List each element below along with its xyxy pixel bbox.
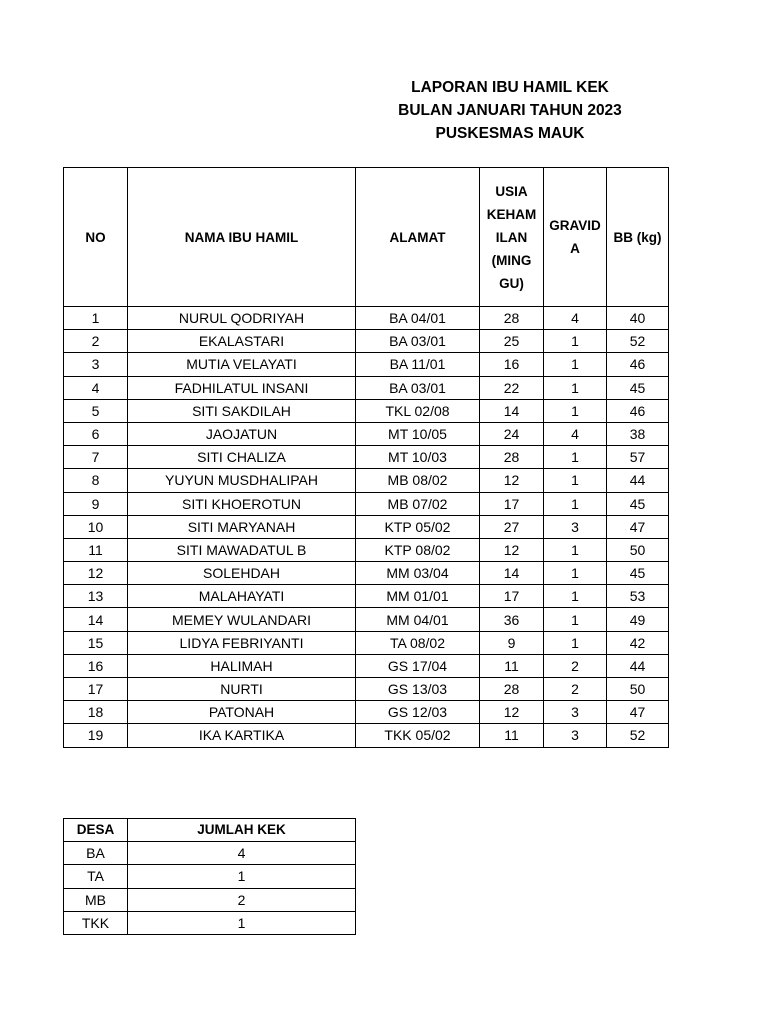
- cell-usia: 12: [480, 469, 544, 492]
- cell-bb: 44: [607, 469, 669, 492]
- cell-bb: 52: [607, 724, 669, 747]
- cell-bb: 47: [607, 515, 669, 538]
- cell-usia: 17: [480, 492, 544, 515]
- cell-no: 2: [64, 330, 128, 353]
- cell-alamat: MT 10/03: [356, 446, 480, 469]
- cell-gravida: 1: [544, 353, 607, 376]
- cell-nama: SITI MARYANAH: [128, 515, 356, 538]
- cell-nama: SITI CHALIZA: [128, 446, 356, 469]
- cell-jumlah-kek: 4: [128, 842, 356, 865]
- cell-bb: 40: [607, 307, 669, 330]
- cell-no: 17: [64, 678, 128, 701]
- cell-bb: 57: [607, 446, 669, 469]
- cell-desa: MB: [64, 888, 128, 911]
- cell-no: 16: [64, 654, 128, 677]
- cell-bb: 45: [607, 376, 669, 399]
- title-line-2: BULAN JANUARI TAHUN 2023: [398, 102, 622, 119]
- cell-jumlah-kek: 1: [128, 865, 356, 888]
- cell-no: 7: [64, 446, 128, 469]
- table-row: [64, 654, 669, 677]
- cell-alamat: GS 13/03: [356, 678, 480, 701]
- cell-no: 4: [64, 376, 128, 399]
- table-row: [64, 376, 669, 399]
- cell-alamat: KTP 05/02: [356, 515, 480, 538]
- cell-alamat: TKL 02/08: [356, 399, 480, 422]
- table-row: [64, 562, 669, 585]
- cell-gravida: 1: [544, 631, 607, 654]
- cell-alamat: MB 08/02: [356, 469, 480, 492]
- cell-no: 12: [64, 562, 128, 585]
- header-alamat: ALAMAT: [356, 168, 480, 307]
- header-nama: NAMA IBU HAMIL: [128, 168, 356, 307]
- cell-gravida: 4: [544, 307, 607, 330]
- summary-header-row: [64, 819, 356, 842]
- cell-usia: 28: [480, 678, 544, 701]
- cell-gravida: 1: [544, 399, 607, 422]
- cell-usia: 36: [480, 608, 544, 631]
- header-gravida: GRAVID A: [544, 168, 607, 307]
- cell-usia: 12: [480, 701, 544, 724]
- cell-gravida: 3: [544, 515, 607, 538]
- cell-nama: SITI SAKDILAH: [128, 399, 356, 422]
- cell-alamat: KTP 08/02: [356, 538, 480, 561]
- cell-alamat: BA 03/01: [356, 376, 480, 399]
- cell-gravida: 1: [544, 608, 607, 631]
- header-desa: DESA: [64, 819, 128, 842]
- cell-no: 11: [64, 538, 128, 561]
- cell-usia: 9: [480, 631, 544, 654]
- cell-nama: LIDYA FEBRIYANTI: [128, 631, 356, 654]
- summary-row: [64, 911, 356, 934]
- cell-no: 13: [64, 585, 128, 608]
- report-title: [356, 76, 664, 145]
- cell-usia: 25: [480, 330, 544, 353]
- cell-alamat: MM 03/04: [356, 562, 480, 585]
- cell-nama: HALIMAH: [128, 654, 356, 677]
- cell-alamat: BA 04/01: [356, 307, 480, 330]
- cell-gravida: 1: [544, 330, 607, 353]
- cell-nama: SOLEHDAH: [128, 562, 356, 585]
- cell-no: 8: [64, 469, 128, 492]
- cell-no: 1: [64, 307, 128, 330]
- cell-jumlah-kek: 2: [128, 888, 356, 911]
- cell-nama: NURUL QODRIYAH: [128, 307, 356, 330]
- cell-no: 19: [64, 724, 128, 747]
- table-row: [64, 330, 669, 353]
- summary-row: [64, 888, 356, 911]
- cell-desa: TKK: [64, 911, 128, 934]
- cell-usia: 24: [480, 422, 544, 445]
- cell-bb: 42: [607, 631, 669, 654]
- table-row: [64, 422, 669, 445]
- cell-nama: PATONAH: [128, 701, 356, 724]
- cell-nama: MUTIA VELAYATI: [128, 353, 356, 376]
- cell-gravida: 2: [544, 678, 607, 701]
- cell-bb: 46: [607, 353, 669, 376]
- cell-alamat: GS 12/03: [356, 701, 480, 724]
- table-row: [64, 492, 669, 515]
- cell-gravida: 1: [544, 376, 607, 399]
- table-row: [64, 724, 669, 747]
- table-row: [64, 608, 669, 631]
- table-row: [64, 446, 669, 469]
- cell-alamat: MB 07/02: [356, 492, 480, 515]
- cell-alamat: TA 08/02: [356, 631, 480, 654]
- cell-usia: 17: [480, 585, 544, 608]
- cell-bb: 50: [607, 678, 669, 701]
- cell-no: 18: [64, 701, 128, 724]
- cell-desa: TA: [64, 865, 128, 888]
- title-line-1: LAPORAN IBU HAMIL KEK: [411, 79, 609, 96]
- cell-nama: FADHILATUL INSANI: [128, 376, 356, 399]
- cell-no: 14: [64, 608, 128, 631]
- table-row: [64, 538, 669, 561]
- header-bb: BB (kg): [607, 168, 669, 307]
- summary-row: [64, 842, 356, 865]
- cell-alamat: MM 01/01: [356, 585, 480, 608]
- cell-usia: 22: [480, 376, 544, 399]
- header-jumlah-kek: JUMLAH KEK: [128, 819, 356, 842]
- cell-usia: 16: [480, 353, 544, 376]
- header-no: NO: [64, 168, 128, 307]
- table-row: [64, 399, 669, 422]
- cell-alamat: MM 04/01: [356, 608, 480, 631]
- cell-usia: 11: [480, 724, 544, 747]
- cell-bb: 45: [607, 492, 669, 515]
- cell-no: 15: [64, 631, 128, 654]
- cell-no: 10: [64, 515, 128, 538]
- cell-bb: 44: [607, 654, 669, 677]
- table-row: [64, 353, 669, 376]
- cell-gravida: 2: [544, 654, 607, 677]
- cell-nama: MEMEY WULANDARI: [128, 608, 356, 631]
- table-row: [64, 585, 669, 608]
- header-usia-kehamilan: USIA KEHAM ILAN (MING GU): [480, 168, 544, 307]
- cell-gravida: 1: [544, 585, 607, 608]
- cell-alamat: MT 10/05: [356, 422, 480, 445]
- cell-nama: JAOJATUN: [128, 422, 356, 445]
- table-row: [64, 631, 669, 654]
- cell-bb: 38: [607, 422, 669, 445]
- cell-nama: IKA KARTIKA: [128, 724, 356, 747]
- cell-desa: BA: [64, 842, 128, 865]
- cell-alamat: BA 11/01: [356, 353, 480, 376]
- cell-usia: 27: [480, 515, 544, 538]
- cell-alamat: TKK 05/02: [356, 724, 480, 747]
- title-line-3: PUSKESMAS MAUK: [435, 125, 585, 142]
- summary-row: [64, 865, 356, 888]
- cell-bb: 45: [607, 562, 669, 585]
- cell-nama: NURTI: [128, 678, 356, 701]
- cell-jumlah-kek: 1: [128, 911, 356, 934]
- cell-gravida: 4: [544, 422, 607, 445]
- cell-usia: 11: [480, 654, 544, 677]
- cell-bb: 47: [607, 701, 669, 724]
- summary-table: [63, 818, 356, 935]
- cell-bb: 49: [607, 608, 669, 631]
- pregnant-women-table: [63, 167, 669, 748]
- cell-alamat: BA 03/01: [356, 330, 480, 353]
- cell-nama: SITI MAWADATUL B: [128, 538, 356, 561]
- cell-usia: 12: [480, 538, 544, 561]
- cell-nama: YUYUN MUSDHALIPAH: [128, 469, 356, 492]
- table-row: [64, 678, 669, 701]
- cell-gravida: 3: [544, 724, 607, 747]
- table-row: [64, 515, 669, 538]
- cell-usia: 14: [480, 562, 544, 585]
- cell-no: 6: [64, 422, 128, 445]
- cell-gravida: 1: [544, 562, 607, 585]
- table-row: [64, 469, 669, 492]
- cell-nama: MALAHAYATI: [128, 585, 356, 608]
- cell-no: 3: [64, 353, 128, 376]
- table-row: [64, 701, 669, 724]
- cell-gravida: 1: [544, 538, 607, 561]
- cell-bb: 46: [607, 399, 669, 422]
- cell-no: 9: [64, 492, 128, 515]
- table-row: [64, 307, 669, 330]
- cell-gravida: 3: [544, 701, 607, 724]
- cell-bb: 53: [607, 585, 669, 608]
- cell-no: 5: [64, 399, 128, 422]
- cell-gravida: 1: [544, 469, 607, 492]
- cell-gravida: 1: [544, 446, 607, 469]
- cell-bb: 50: [607, 538, 669, 561]
- table-header-row: [64, 168, 669, 307]
- cell-bb: 52: [607, 330, 669, 353]
- cell-nama: SITI KHOEROTUN: [128, 492, 356, 515]
- cell-nama: EKALASTARI: [128, 330, 356, 353]
- cell-usia: 28: [480, 446, 544, 469]
- cell-usia: 14: [480, 399, 544, 422]
- cell-usia: 28: [480, 307, 544, 330]
- cell-gravida: 1: [544, 492, 607, 515]
- cell-alamat: GS 17/04: [356, 654, 480, 677]
